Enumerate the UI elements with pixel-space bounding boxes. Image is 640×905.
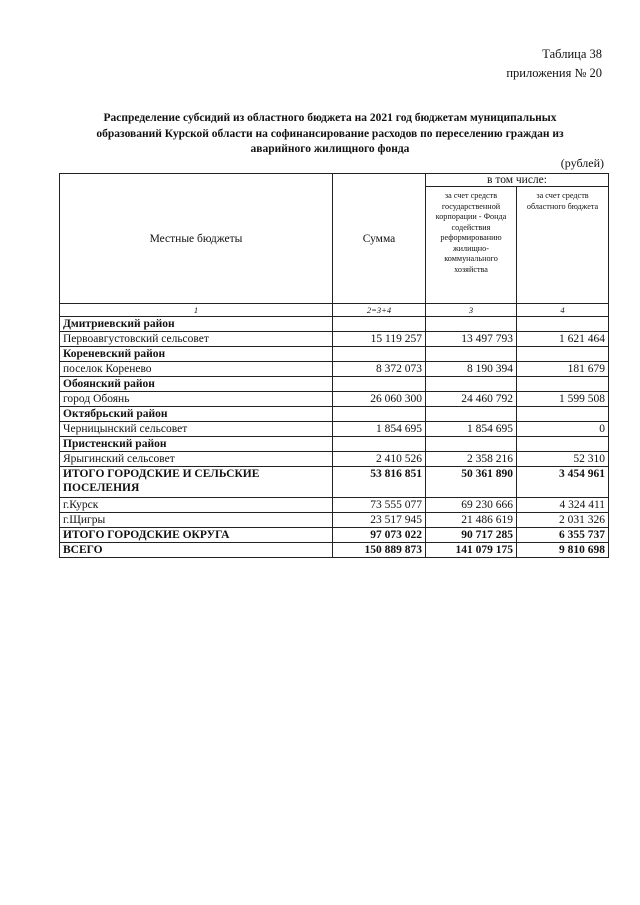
row-regional: 181 679: [517, 362, 609, 377]
col-header-regional: за счет средств областного бюджета: [517, 187, 609, 304]
row-name: ВСЕГО: [60, 543, 333, 558]
row-sum: [333, 377, 426, 392]
row-fund: 1 854 695: [426, 422, 517, 437]
table-row: [60, 437, 609, 452]
table-row: [60, 392, 609, 407]
row-fund: 90 717 285: [426, 528, 517, 543]
table-row: [60, 513, 609, 528]
row-fund: 141 079 175: [426, 543, 517, 558]
row-fund: 2 358 216: [426, 452, 517, 467]
row-name: город Обоянь: [60, 392, 333, 407]
row-name: Кореневский район: [60, 347, 333, 362]
row-name: Обоянский район: [60, 377, 333, 392]
table-row: [60, 452, 609, 467]
col-header-budgets: Местные бюджеты: [60, 174, 333, 304]
row-name: Первоавгустовский сельсовет: [60, 332, 333, 347]
row-fund: 24 460 792: [426, 392, 517, 407]
row-sum: 15 119 257: [333, 332, 426, 347]
row-sum: 23 517 945: [333, 513, 426, 528]
row-fund: [426, 347, 517, 362]
row-fund: 8 190 394: [426, 362, 517, 377]
col-header-sum: Сумма: [333, 174, 426, 304]
table-row: [60, 317, 609, 332]
row-sum: 53 816 851: [333, 467, 426, 498]
row-name: Ярыгинский сельсовет: [60, 452, 333, 467]
subsidy-table: [59, 173, 609, 558]
table-row: [60, 467, 609, 498]
row-regional: [517, 317, 609, 332]
row-name: поселок Коренево: [60, 362, 333, 377]
table-row: [60, 347, 609, 362]
row-sum: 150 889 873: [333, 543, 426, 558]
row-name: г.Курск: [60, 498, 333, 513]
col-index: 3: [426, 304, 517, 317]
row-fund: 69 230 666: [426, 498, 517, 513]
row-fund: [426, 377, 517, 392]
row-name: Дмитриевский район: [60, 317, 333, 332]
row-name: Черницынский сельсовет: [60, 422, 333, 437]
page-title: Распределение субсидий из областного бюджета на 2021 год бюджетам муниципальных образований Курской области на софинансирование расходов по переселению граждан из аварийного жилищного фонда: [96, 112, 564, 155]
table-row: [60, 377, 609, 392]
col-header-including: в том числе:: [426, 174, 609, 187]
row-regional: [517, 407, 609, 422]
row-fund: 50 361 890: [426, 467, 517, 498]
table-row: [60, 528, 609, 543]
table-row: [60, 362, 609, 377]
row-regional: [517, 437, 609, 452]
row-sum: 1 854 695: [333, 422, 426, 437]
table-row: [60, 332, 609, 347]
row-regional: 3 454 961: [517, 467, 609, 498]
table-number: Таблица 38: [542, 47, 602, 61]
appendix-number: приложения № 20: [506, 66, 602, 80]
column-index-row: [60, 304, 609, 317]
row-fund: 13 497 793: [426, 332, 517, 347]
row-sum: 97 073 022: [333, 528, 426, 543]
row-sum: 2 410 526: [333, 452, 426, 467]
table-row: [60, 543, 609, 558]
row-fund: [426, 317, 517, 332]
row-sum: [333, 407, 426, 422]
row-name: ИТОГО ГОРОДСКИЕ ОКРУГА: [60, 528, 333, 543]
row-regional: 0: [517, 422, 609, 437]
row-sum: 26 060 300: [333, 392, 426, 407]
row-fund: [426, 437, 517, 452]
row-regional: [517, 377, 609, 392]
row-regional: 1 599 508: [517, 392, 609, 407]
row-regional: [517, 347, 609, 362]
row-sum: [333, 317, 426, 332]
row-regional: 2 031 326: [517, 513, 609, 528]
row-regional: 52 310: [517, 452, 609, 467]
row-regional: 9 810 698: [517, 543, 609, 558]
unit-label: (рублей): [560, 156, 604, 170]
row-regional: 1 621 464: [517, 332, 609, 347]
col-header-fund: за счет средств государственной корпорации - Фонда содействия реформированию жилищно-коммунального хозяйства: [426, 187, 517, 304]
row-sum: [333, 437, 426, 452]
col-index: 1: [60, 304, 333, 317]
row-fund: 21 486 619: [426, 513, 517, 528]
table-row: [60, 422, 609, 437]
row-regional: 4 324 411: [517, 498, 609, 513]
table-row: [60, 407, 609, 422]
row-name: г.Щигры: [60, 513, 333, 528]
table-row: [60, 498, 609, 513]
row-sum: [333, 347, 426, 362]
col-index: 2=3+4: [333, 304, 426, 317]
row-regional: 6 355 737: [517, 528, 609, 543]
row-name: Пристенский район: [60, 437, 333, 452]
row-name: ИТОГО ГОРОДСКИЕ И СЕЛЬСКИЕ ПОСЕЛЕНИЯ: [60, 467, 333, 498]
row-fund: [426, 407, 517, 422]
row-sum: 73 555 077: [333, 498, 426, 513]
table-header-row: [60, 174, 609, 187]
row-sum: 8 372 073: [333, 362, 426, 377]
col-index: 4: [517, 304, 609, 317]
row-name: Октябрьский район: [60, 407, 333, 422]
